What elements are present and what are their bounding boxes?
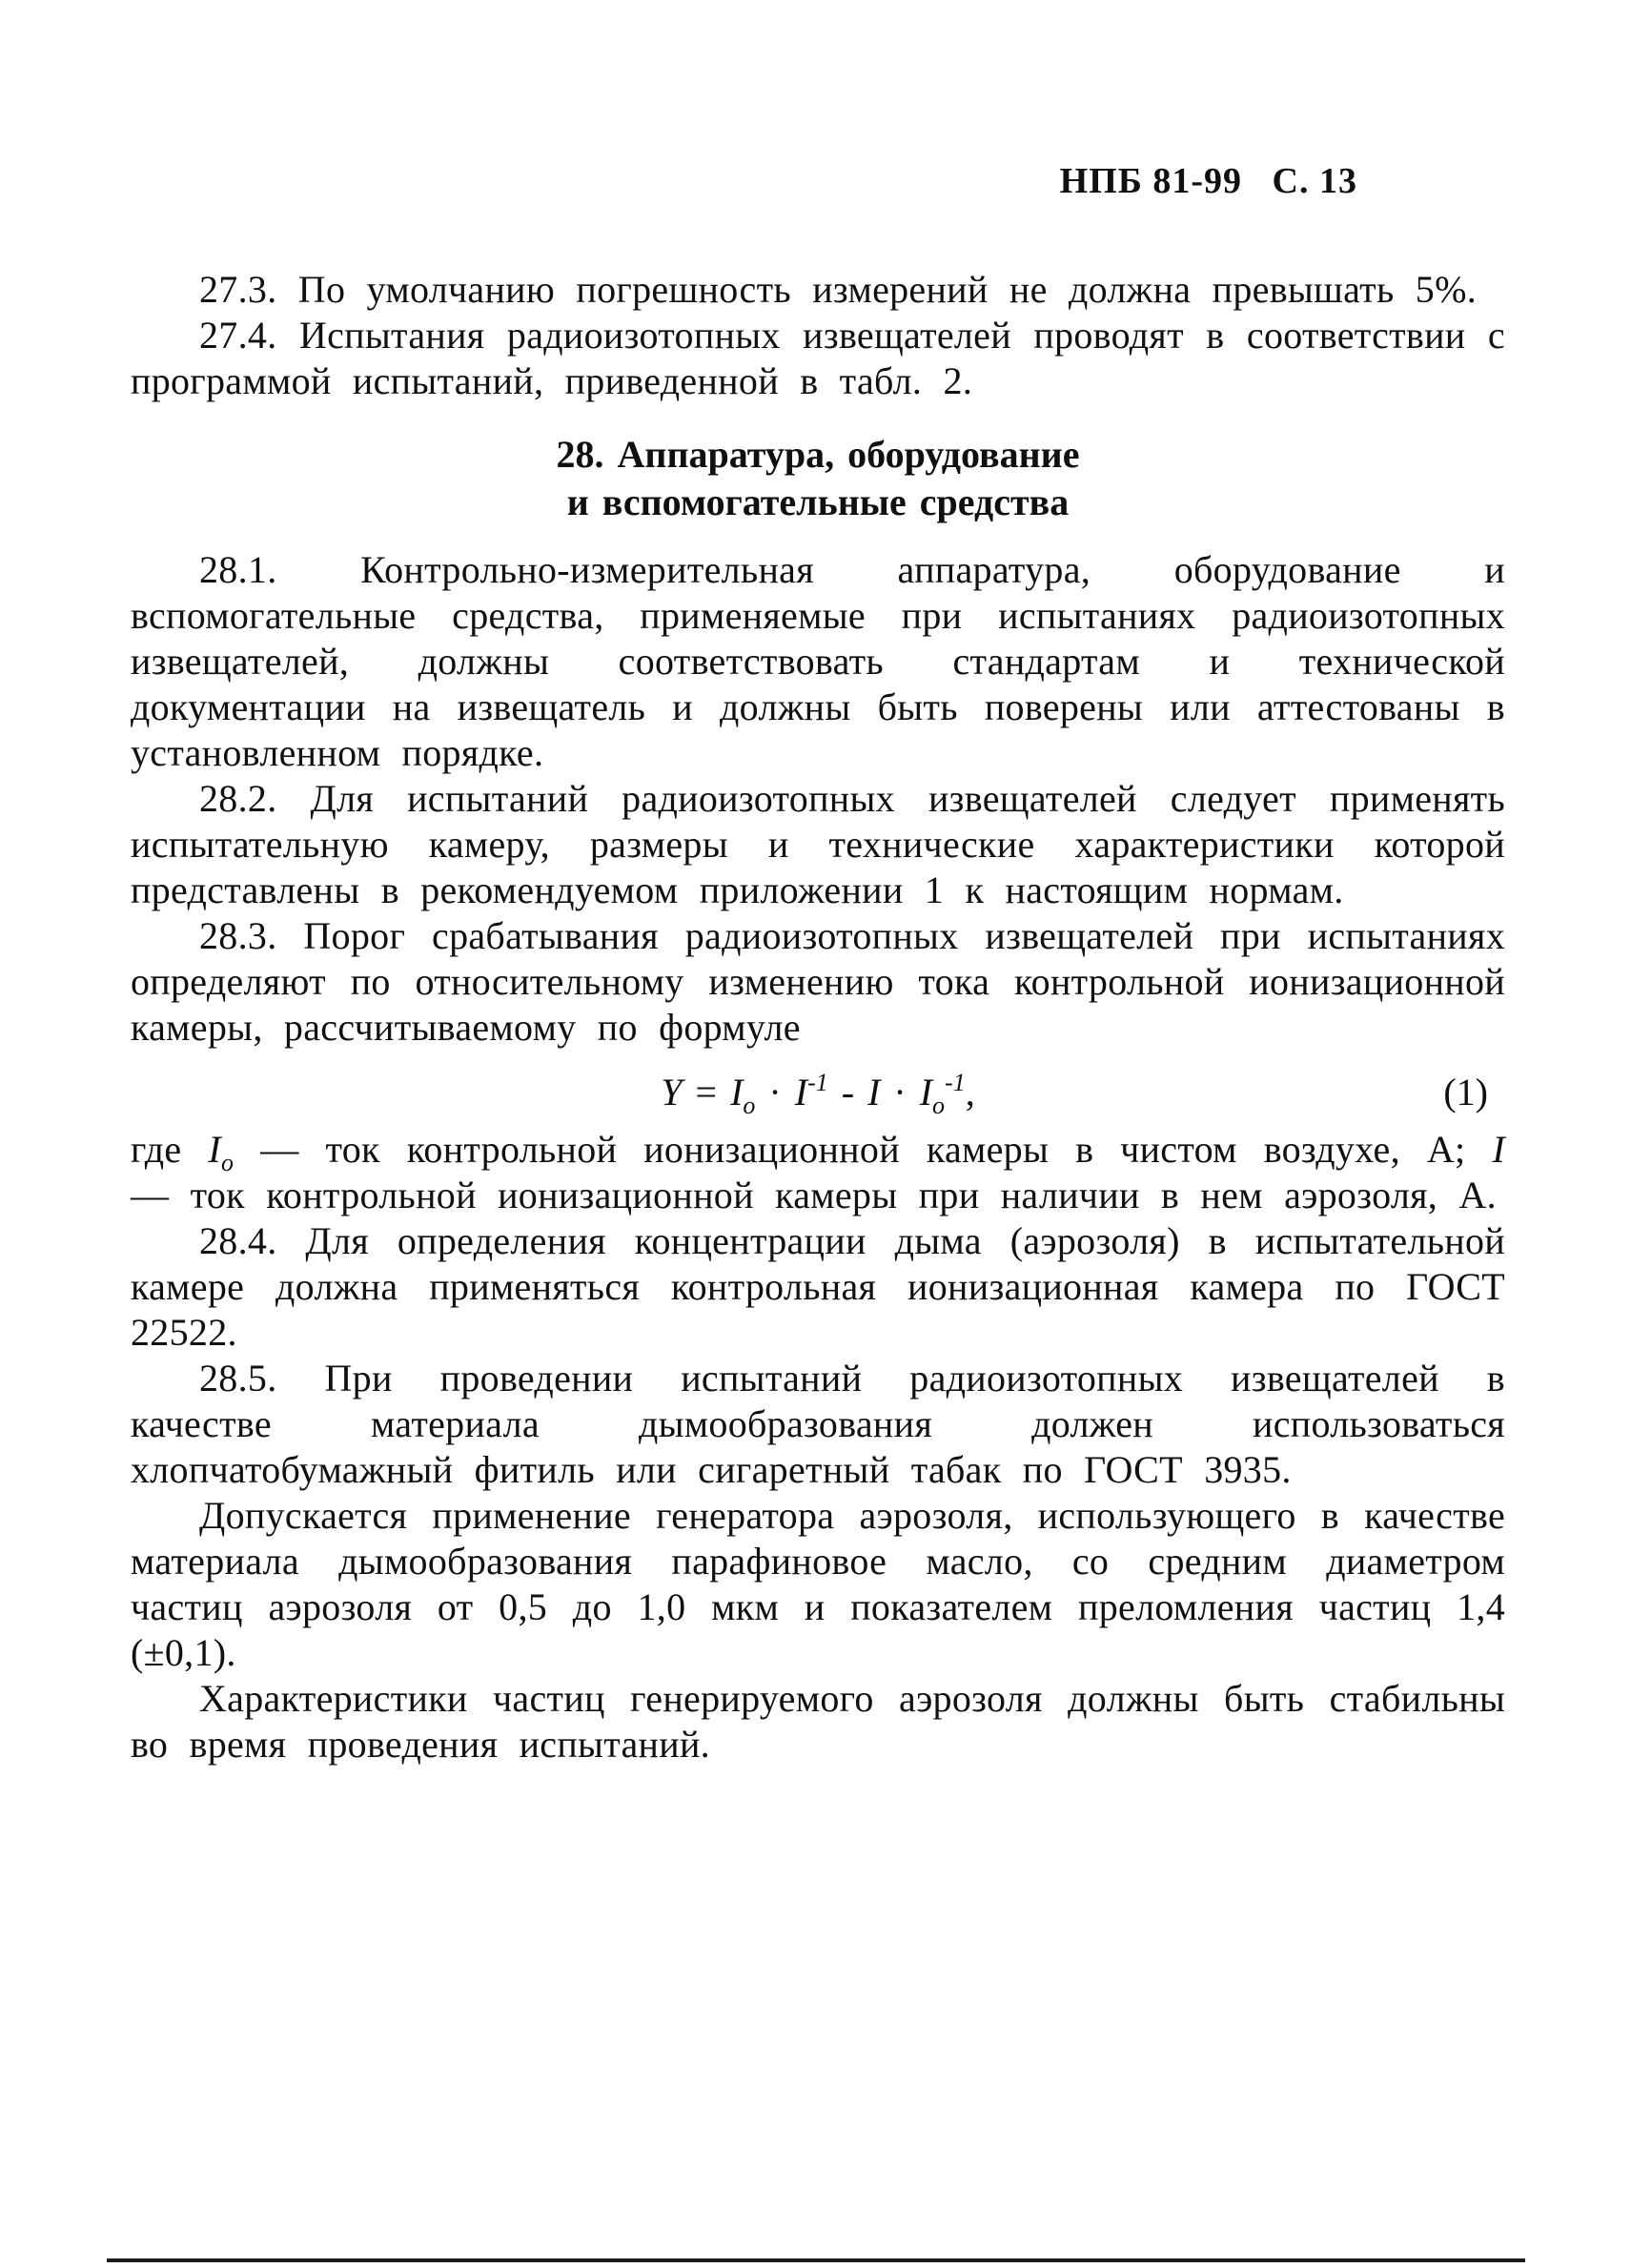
formula-term-io-inverse: $I_o^{-1}$ (919, 1069, 966, 1119)
formula-number: (1) (1443, 1071, 1488, 1114)
paragraph-particle-stability: Характеристики частиц генерируемого аэрозоля должны быть стабильны во время проведения испытаний. (131, 1677, 1505, 1766)
paragraph-28-5: 28.5. При проведении испытаний радиоизотопных извещателей в качестве материала дымообразования должен использоваться хлопчатобумажный фитиль или сигаретный табак по ГОСТ 3935. (131, 1357, 1505, 1491)
formula-equals-sign: = (695, 1071, 718, 1114)
paragraph-27-3: 27.3. По умолчанию погрешность измерений не должна превышать 5%. (199, 268, 1478, 311)
formula-minus-sign: - (841, 1071, 855, 1114)
page-header (131, 112, 1505, 250)
formula-comma: , (965, 1071, 975, 1114)
where-text-1: ток контрольной ионизационной камеры в чистом воздухе, А; (325, 1128, 1466, 1171)
paragraph-28-3: 28.3. Порог срабатывания радиоизотопных извещателей при испытаниях определяют по относительному изменению тока контрольной ионизационной камеры, рассчитываемому по формуле (131, 914, 1505, 1049)
paragraph-27-4: 27.4. Испытания радиоизотопных извещателей проводят в соответствии с программой испытаний, приведенной в табл. 2. (131, 314, 1505, 402)
section-heading-line2: и вспомогательные средства (566, 480, 1070, 523)
paragraph-where-clause (131, 1127, 1505, 1218)
where-label: где (131, 1128, 182, 1171)
section-heading-line1: 28. Аппаратура, оборудование (556, 433, 1080, 476)
where-dash-2: — (131, 1174, 170, 1216)
header-doc-number: НПБ 81-99 С. 13 (1059, 161, 1357, 201)
section-heading (131, 431, 1505, 526)
paragraph-28-4: 28.4. Для определения концентрации дыма (аэрозоля) в испытательной камере должна применяться контрольная ионизационная камера по ГОСТ 22522. (131, 1219, 1505, 1354)
where-var-i: I (1492, 1128, 1505, 1171)
formula-expression (661, 1069, 975, 1119)
formula-var-y: Y (661, 1071, 683, 1114)
where-dash-1: — (260, 1128, 299, 1171)
formula-term-i-inverse: $I^{-1}$ (794, 1069, 828, 1114)
where-var-io: $I_o$ (208, 1128, 234, 1176)
paragraph-28-2: 28.2. Для испытаний радиоизотопных извещателей следует применять испытательную камеру, размеры и технические характеристики которой представлены в рекомендуемом приложении 1 к настоящим нормам. (131, 777, 1505, 911)
scan-artifact-line (107, 2258, 1525, 2262)
formula-term-io: $I_o$ (730, 1071, 756, 1119)
page-content (131, 112, 1505, 1767)
formula-dot-operator: · (768, 1071, 782, 1114)
paragraph-28-1: 28.1. Контрольно-измерительная аппаратура, оборудование и вспомогательные средства, применяемые при испытаниях радиоизотопных извещателей, должны соответствовать стандартам и технической документации на извещатель и должны быть поверены или аттестованы в установленном порядке. (131, 548, 1505, 774)
formula-dot-operator-2: · (893, 1071, 907, 1114)
where-text-2: ток контрольной ионизационной камеры при наличии в нем аэрозоля, А. (190, 1174, 1497, 1216)
paragraph-aerosol-generator: Допускается применение генератора аэрозоля, использующего в качестве материала дымообразования парафиновое масло, со средним диаметром частиц аэрозоля от 0,5 до 1,0 мкм и показателем преломления частиц 1,4 (±0,1). (131, 1494, 1505, 1674)
formula (131, 1066, 1505, 1119)
formula-term-i: I (867, 1071, 881, 1114)
